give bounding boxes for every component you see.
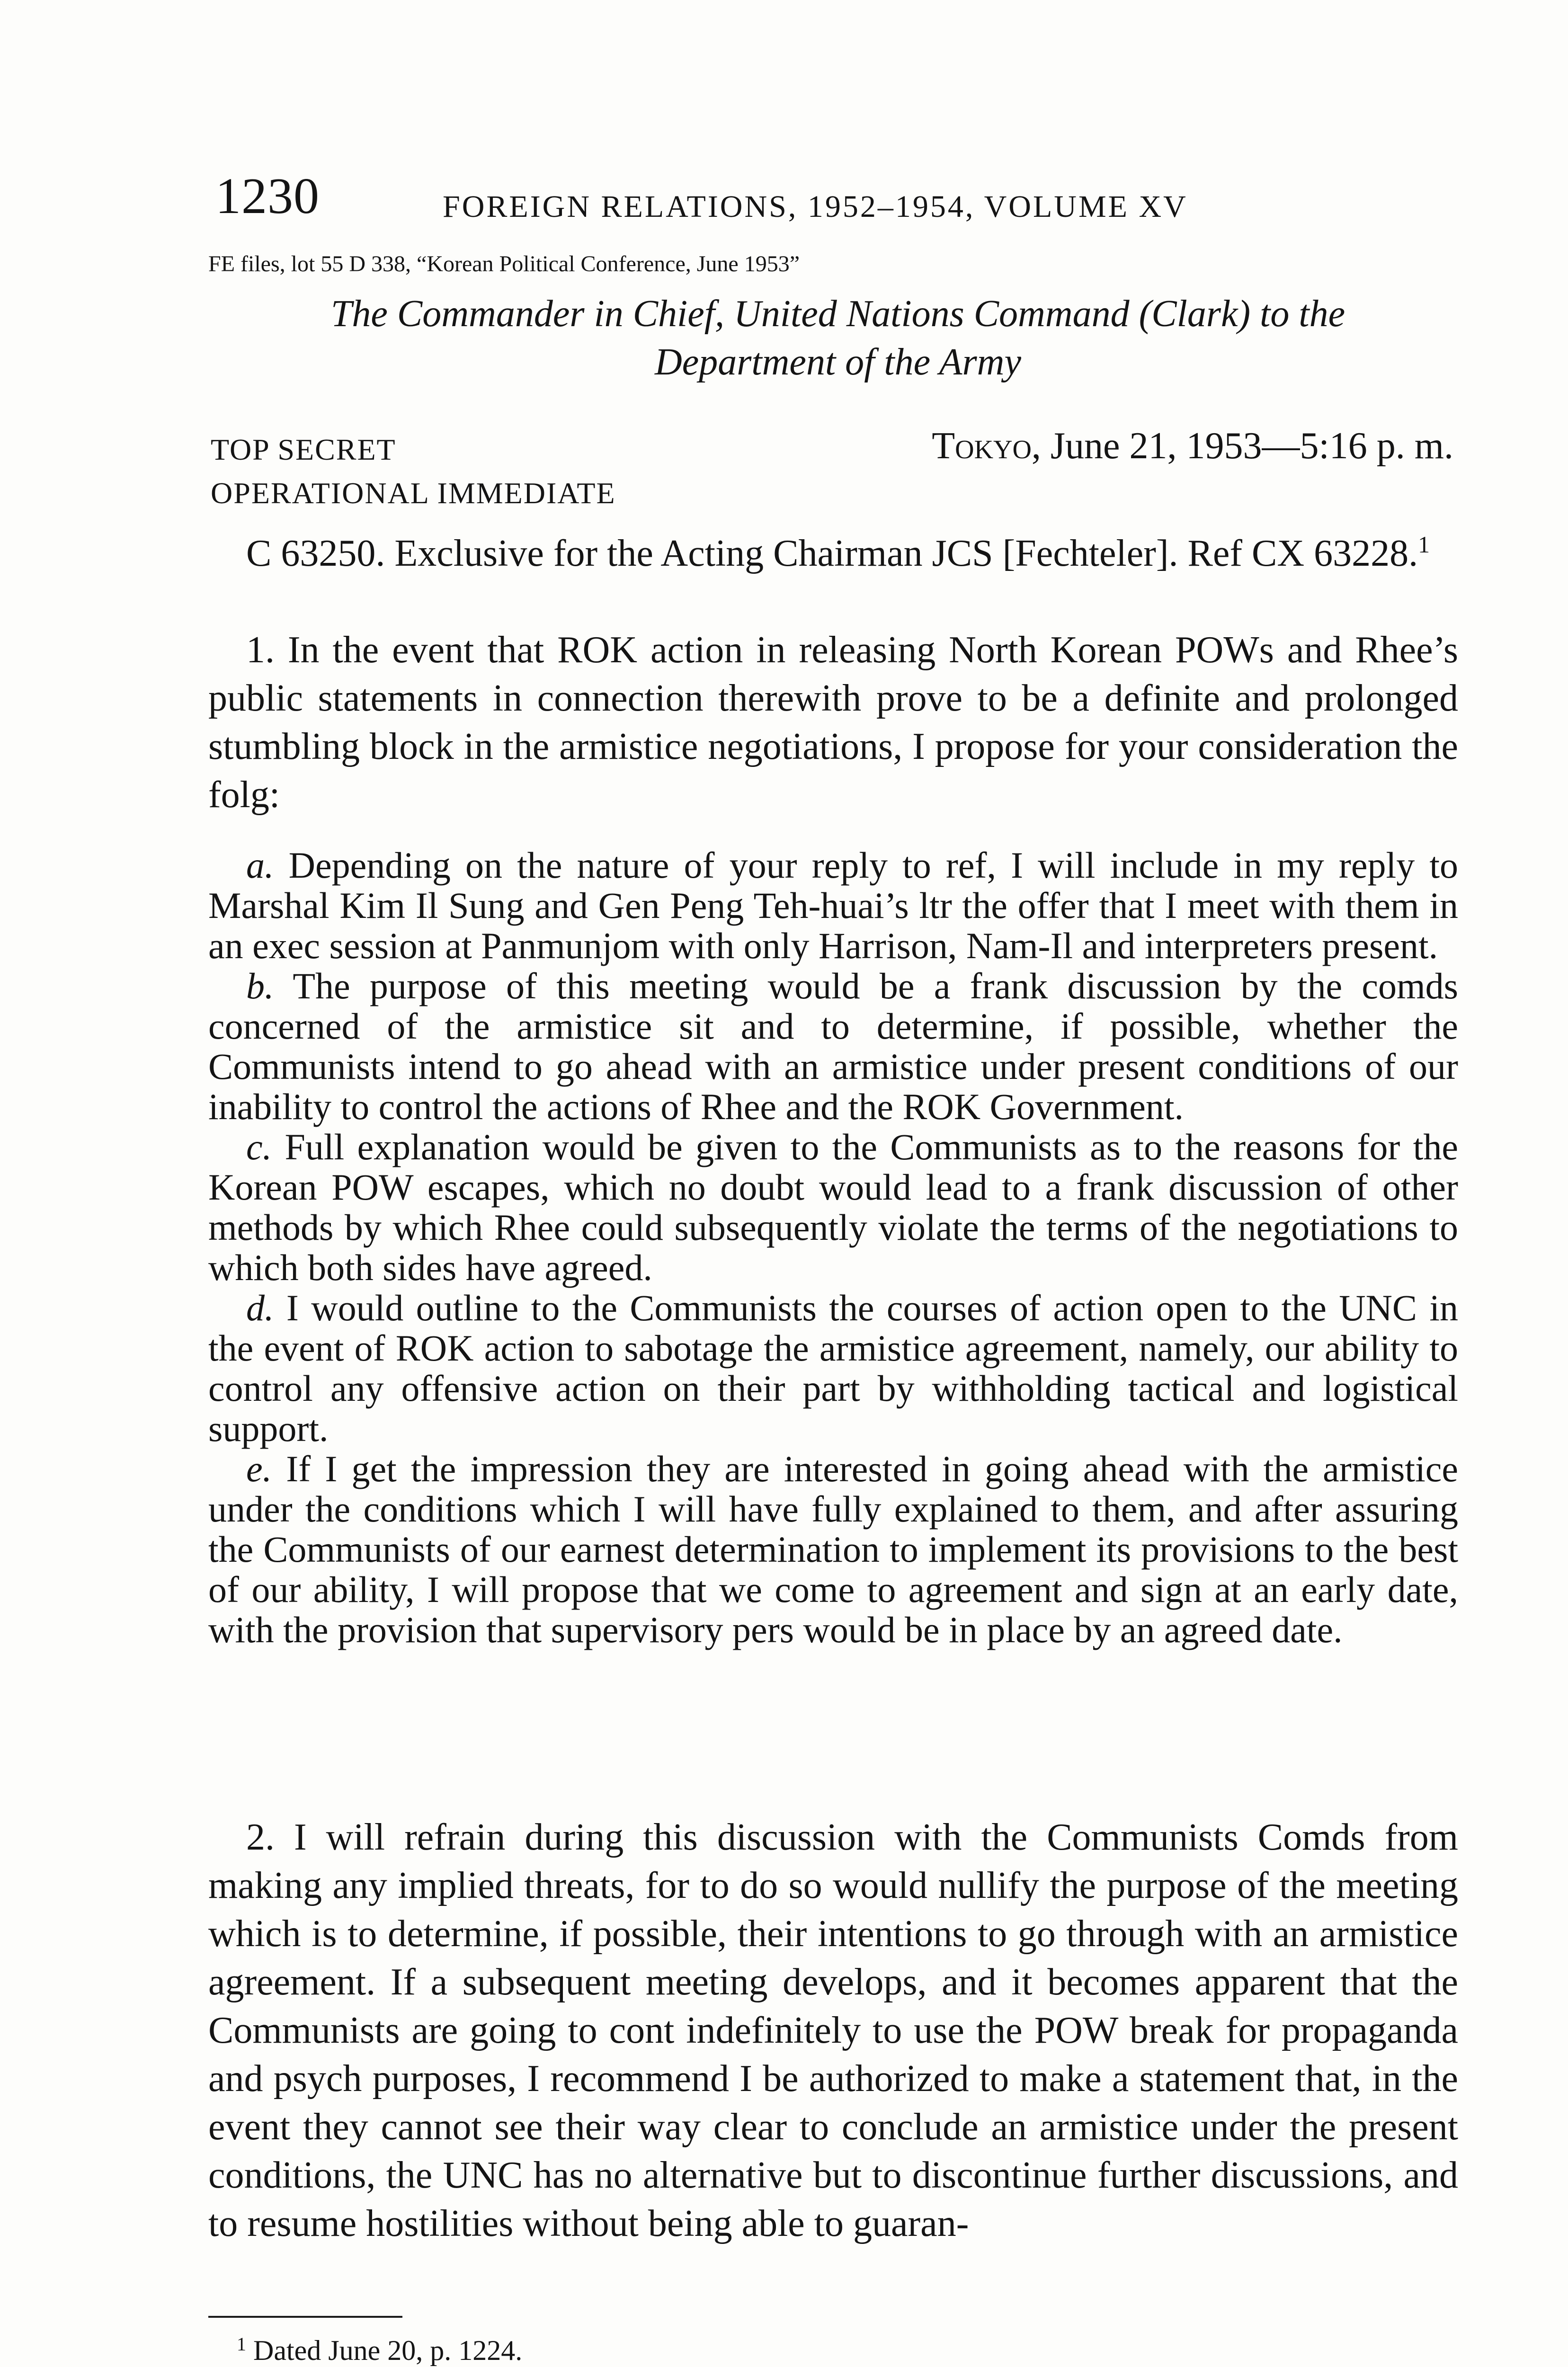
enumerated-items <box>208 845 1458 1650</box>
item-a-letter: a. <box>246 845 274 886</box>
footnote-reference: 1 <box>1418 531 1430 558</box>
item-a <box>208 845 1458 966</box>
opening-text: C 63250. Exclusive for the Acting Chairman JCS [Fechteler]. Ref CX 63228. <box>246 533 1418 574</box>
item-b-text: The purpose of this meeting would be a frank discussion by the comds concerned of the armistice sit and to determine, if possible, whether the Communists intend to go ahead with an armistice under present conditions of our inability to control the actions of Rhee and the ROK Government. <box>208 965 1458 1127</box>
item-d-text: I would outline to the Communists the courses of action open to the UNC in the event of ROK action to sabotage the armistice agreement, namely, our ability to control any offensive action on their part by withholding tactical and logistical support. <box>208 1287 1458 1449</box>
page-number: 1230 <box>215 168 320 224</box>
footnote <box>237 2331 1487 2367</box>
item-d-letter: d. <box>246 1287 274 1328</box>
source-note: FE files, lot 55 D 338, “Korean Political Conference, June 1953” <box>208 251 800 276</box>
item-d <box>208 1288 1458 1449</box>
document-title-line-1: The Commander in Chief, United Nations Command (Clark) to the <box>330 293 1345 335</box>
classification <box>211 428 616 515</box>
document-meta <box>208 422 1458 517</box>
item-c-text: Full explanation would be given to the Communists as to the reasons for the Korean POW escapes, which no doubt would lead to a frank discussion of other methods by which Rhee could subsequently violate the terms of the negotiations to which both sides have agreed. <box>208 1126 1458 1288</box>
date: , June 21, 1953—5:16 p. m. <box>1031 425 1453 467</box>
document-title <box>218 290 1458 386</box>
paragraph-2-text: 2. I will refrain during this discussion with the Communists Comds from making any implied threats, for to do so would nullify the purpose of the meeting which is to determine, if possible, their intentions to go through with an armistice agreement. If a subsequent meeting develops, and it becomes apparent that the Communists are going to cont indefinitely to use the POW break for propaganda and psych purposes, I recommend I be authorized to make a statement that, in the event they cannot see their way clear to conclude an armistice under the present conditions, the UNC has no alternative but to discontinue further discussions, and to resume hostilities without being able to guaran- <box>208 1816 1458 2244</box>
item-e-text: If I get the impression they are interested in going ahead with the armistice under the conditions which I will have fully explained to them, and after assuring the Communists of our earnest determination to implement its provisions to the best of our ability, I will propose that we come to agreement and sign at an early date, with the provision that supervisory pers would be in place by an agreed date. <box>208 1448 1458 1650</box>
footnote-mark: 1 <box>237 2333 246 2355</box>
item-b-letter: b. <box>246 965 274 1006</box>
item-c-letter: c. <box>246 1126 272 1167</box>
item-b <box>208 966 1458 1127</box>
item-e-letter: e. <box>246 1448 272 1489</box>
paragraph-2 <box>208 1813 1458 2248</box>
running-head: FOREIGN RELATIONS, 1952–1954, VOLUME XV <box>443 189 1188 224</box>
item-a-text: Depending on the nature of your reply to ref, I will include in my reply to Marshal Kim Il Sung and Gen Peng Teh-huai’s ltr the offer that I meet with them in an exec session at Panmunjom with only Harrison, Nam-Il and interpreters present. <box>208 845 1458 966</box>
classification-line-1: TOP SECRET <box>211 433 396 466</box>
classification-line-2: OPERATIONAL IMMEDIATE <box>211 476 616 510</box>
opening-paragraph <box>208 529 1458 578</box>
paragraph-1-text: 1. In the event that ROK action in releasing North Korean POWs and Rhee’s public statements in connection therewith prove to be a definite and prolonged stumbling block in the armistice negotiations, I propose for your consideration the folg: <box>208 629 1458 816</box>
place-date <box>932 422 1453 470</box>
footnote-rule <box>208 2316 402 2318</box>
page-header <box>215 168 1456 234</box>
paragraph-1 <box>208 626 1458 819</box>
footnote-text: Dated June 20, p. 1224. <box>253 2335 523 2366</box>
document-title-line-2: Department of the Army <box>655 341 1021 383</box>
place: Tokyo <box>932 425 1032 467</box>
item-e <box>208 1449 1458 1650</box>
item-c <box>208 1127 1458 1288</box>
